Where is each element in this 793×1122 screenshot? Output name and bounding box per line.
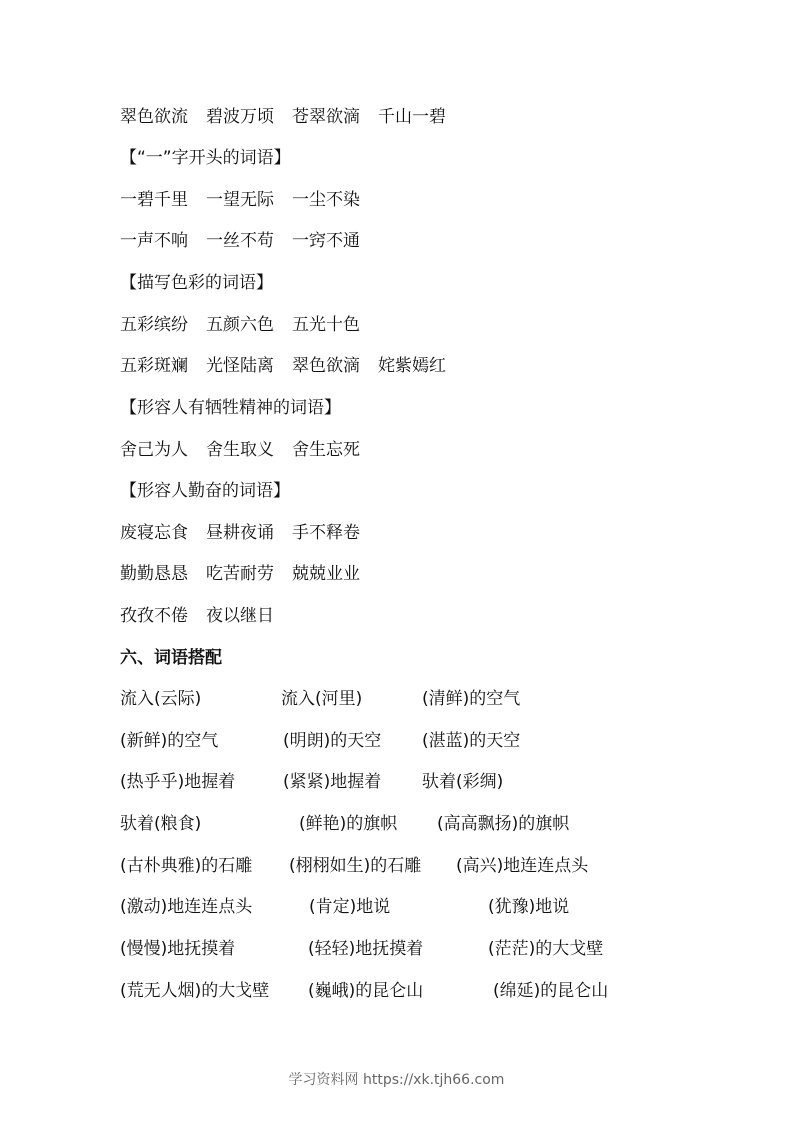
- yi-line-2: [120, 226, 360, 256]
- word: 兢兢业业: [292, 564, 360, 584]
- collocation: (清鲜)的空气: [422, 689, 521, 709]
- collocation: 驮着(粮食): [120, 814, 202, 834]
- word: 勤勤恳恳: [120, 564, 188, 584]
- word: 光怪陆离: [206, 356, 274, 376]
- page-footer: 学习资料网 https://xk.tjh66.com: [288, 1072, 505, 1088]
- collocation: (肯定)地说: [309, 897, 391, 917]
- collocation: (巍峨)的昆仑山: [308, 981, 424, 1001]
- word: 一碧千里: [120, 190, 188, 210]
- collocation: 流入(河里): [281, 689, 363, 709]
- heading-yi-words: 【“一”字开头的词语】: [120, 148, 291, 168]
- collocation: (慢慢)地抚摸着: [120, 939, 236, 959]
- word: 五光十色: [292, 315, 360, 335]
- word: 夜以继日: [206, 606, 274, 626]
- vocab-line-1: [120, 102, 446, 132]
- collocation: 驮着(彩绸): [422, 772, 504, 792]
- word: 昼耕夜诵: [206, 523, 274, 543]
- word: 孜孜不倦: [120, 606, 188, 626]
- heading-color-words: 【描写色彩的词语】: [120, 273, 273, 293]
- color-line-2: [120, 351, 446, 381]
- yi-line-1: [120, 185, 360, 215]
- heading-sacrifice-words: 【形容人有牺牲精神的词语】: [120, 398, 341, 418]
- word: 手不释卷: [292, 523, 360, 543]
- collocation: (新鲜)的空气: [120, 731, 219, 751]
- word: 翠色欲流: [120, 107, 188, 127]
- word: 一望无际: [206, 190, 274, 210]
- word: 一尘不染: [292, 190, 360, 210]
- word: 五颜六色: [206, 315, 274, 335]
- word: 废寝忘食: [120, 523, 188, 543]
- collocation: (湛蓝)的天空: [422, 731, 521, 751]
- word: 苍翠欲滴: [292, 107, 360, 127]
- collocation: (明朗)的天空: [283, 731, 382, 751]
- collocation: (鲜艳)的旗帜: [299, 814, 398, 834]
- sacrifice-line-1: [120, 435, 360, 465]
- collocation: (荒无人烟)的大戈壁: [120, 981, 270, 1001]
- word: 姹紫嫣红: [378, 356, 446, 376]
- diligent-line-3: [120, 601, 274, 631]
- word: 一声不响: [120, 231, 188, 251]
- collocation: (高兴)地连连点头: [456, 856, 589, 876]
- word: 千山一碧: [378, 107, 446, 127]
- diligent-line-1: [120, 518, 360, 548]
- heading-diligent-words: 【形容人勤奋的词语】: [120, 481, 290, 501]
- section-title-collocations: 六、词语搭配: [120, 648, 222, 668]
- word: 吃苦耐劳: [206, 564, 274, 584]
- color-line-1: [120, 310, 360, 340]
- collocation: 流入(云际): [120, 689, 202, 709]
- word: 碧波万顷: [206, 107, 274, 127]
- word: 翠色欲滴: [292, 356, 360, 376]
- word: 舍己为人: [120, 440, 188, 460]
- word: 一窍不通: [292, 231, 360, 251]
- collocation: (茫茫)的大戈壁: [488, 939, 604, 959]
- collocation: (古朴典雅)的石雕: [120, 856, 253, 876]
- collocation: (绵延)的昆仑山: [493, 981, 609, 1001]
- collocation: (热乎乎)地握着: [120, 772, 236, 792]
- word: 一丝不苟: [206, 231, 274, 251]
- collocation: (栩栩如生)的石雕: [289, 856, 422, 876]
- word: 舍生忘死: [292, 440, 360, 460]
- collocation: (高高飘扬)的旗帜: [437, 814, 570, 834]
- word: 五彩斑斓: [120, 356, 188, 376]
- collocation: (紧紧)地握着: [283, 772, 382, 792]
- collocation: (犹豫)地说: [488, 897, 570, 917]
- diligent-line-2: [120, 559, 360, 589]
- word: 舍生取义: [206, 440, 274, 460]
- collocation: (轻轻)地抚摸着: [308, 939, 424, 959]
- collocation: (激动)地连连点头: [120, 897, 253, 917]
- word: 五彩缤纷: [120, 315, 188, 335]
